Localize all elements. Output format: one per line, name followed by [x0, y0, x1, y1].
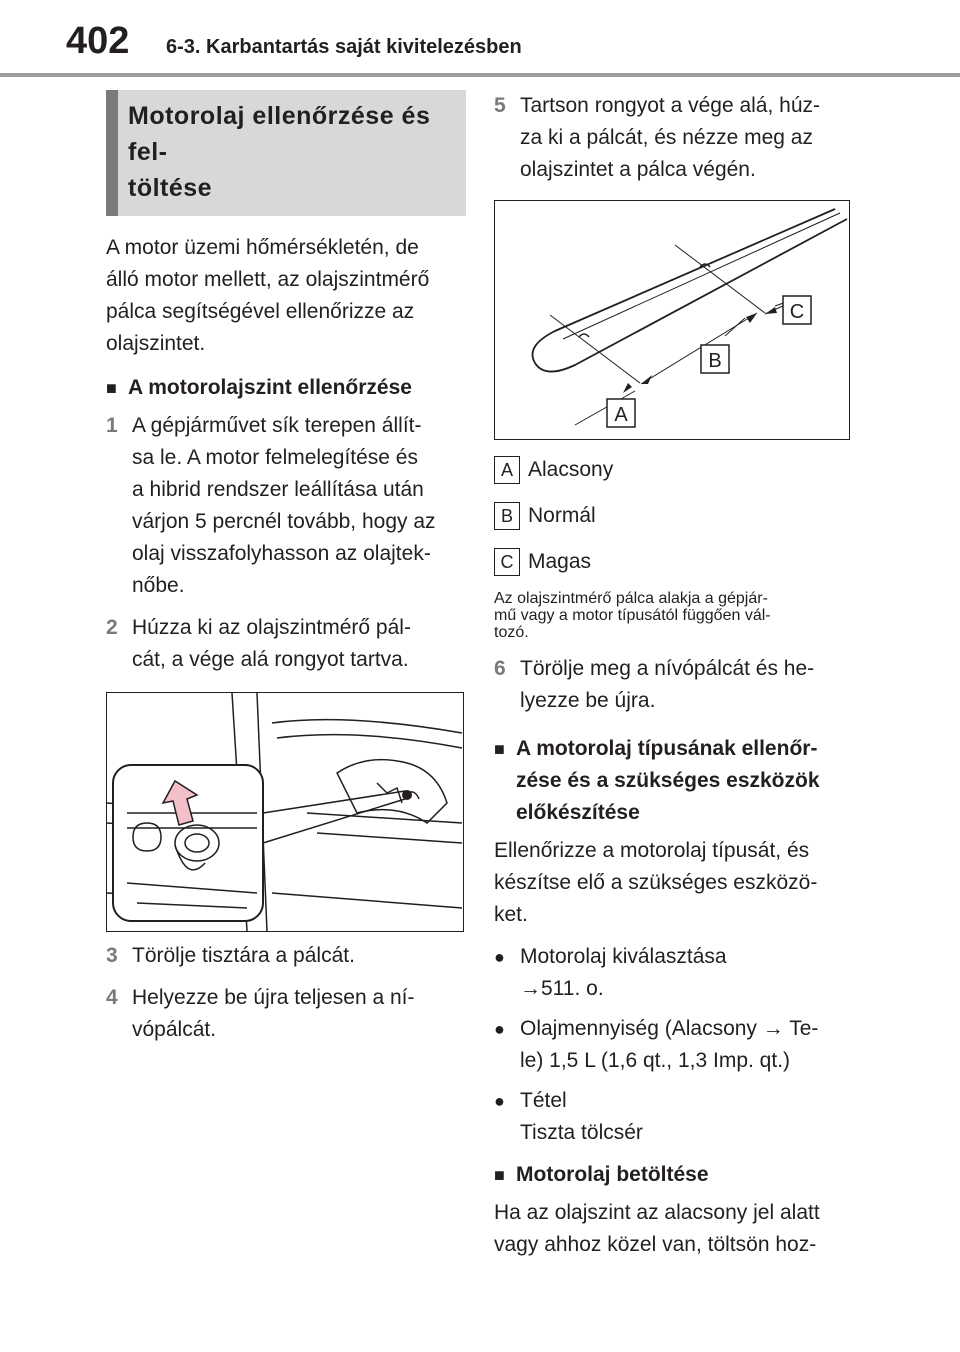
step-6: [494, 653, 854, 717]
header-rule: [0, 73, 960, 77]
legend-text: Normál: [528, 504, 596, 527]
bullet-text: Olajmennyiség (Alacsony → Te-: [520, 1017, 819, 1040]
step-5: [494, 90, 854, 186]
fig-label-b: B: [708, 350, 722, 372]
dipstick-illustration: [495, 201, 849, 439]
step-text: cát, a vége alá rongyot tartva.: [132, 648, 409, 671]
bullet-oil-quantity: [494, 1013, 854, 1077]
page-reference-link[interactable]: →511. o.: [520, 977, 604, 1000]
step-text: Húzza ki az olajszintmérő pál-: [132, 616, 411, 639]
fig-label-a: A: [614, 404, 628, 426]
legend-text: Magas: [528, 550, 592, 573]
intro-line1: A motor üzemi hőmérsékletén, de: [106, 236, 419, 259]
step-text: sa le. A motor felmelegítése és: [132, 446, 418, 469]
round-bullet-icon: ●: [494, 947, 505, 967]
subhead-text: előkészítése: [516, 801, 640, 824]
left-column: [106, 90, 466, 1046]
engine-figure: [106, 692, 464, 932]
step-text: várjon 5 percnél tovább, hogy az: [132, 510, 436, 533]
bullet-text: Motorolaj kiválasztása: [520, 945, 727, 968]
intro-line2: álló motor mellett, az olajszintmérő: [106, 268, 430, 291]
legend-high: [494, 546, 854, 578]
step-text: za ki a pálcát, és nézze meg az: [520, 126, 813, 149]
para-line: vagy ahhoz közel van, töltsön hoz-: [494, 1233, 817, 1256]
bullet-text: Tiszta tölcsér: [520, 1121, 643, 1144]
square-bullet-icon: ■: [494, 1165, 505, 1185]
engine-illustration: [107, 693, 463, 931]
step-number: 5: [494, 94, 506, 117]
step-number: 3: [106, 944, 118, 967]
step-text: Tartson rongyot a vége alá, húz-: [520, 94, 821, 117]
step-text: vópálcát.: [132, 1018, 217, 1041]
bullet-text: Tétel: [520, 1089, 567, 1112]
step-2: [106, 612, 466, 676]
square-bullet-icon: ■: [494, 739, 505, 759]
subhead-text: Motorolaj betöltése: [516, 1163, 709, 1186]
step-number: 1: [106, 414, 118, 437]
section-title-box: [106, 90, 466, 216]
round-bullet-icon: ●: [494, 1091, 505, 1111]
section-title-line2: töltése: [128, 174, 213, 202]
step-text: nőbe.: [132, 574, 185, 597]
square-bullet-icon: ■: [106, 378, 117, 398]
legend-text: Alacsony: [528, 458, 614, 481]
subhead-text: A motorolaj típusának ellenőr-: [516, 737, 818, 760]
subhead-oil-level: [106, 372, 466, 404]
step-number: 6: [494, 657, 506, 680]
step-text: a hibrid rendszer leállítása után: [132, 478, 424, 501]
step-text: A gépjárművet sík terepen állít-: [132, 414, 422, 437]
step-1: [106, 410, 466, 602]
legend-key: A: [494, 456, 520, 484]
para-line: ket.: [494, 903, 528, 926]
subhead-text: zése és a szükséges eszközök: [516, 769, 820, 792]
right-column: [494, 90, 854, 1261]
step-number: 4: [106, 986, 118, 1009]
intro-line4: olajszintet.: [106, 332, 206, 355]
note-dipstick-shape: [494, 590, 854, 641]
legend-key: C: [494, 548, 520, 576]
step-text: lyezze be újra.: [520, 689, 656, 712]
step-text: olaj visszafolyhasson az olajtek-: [132, 542, 431, 565]
para-line: Ellenőrizze a motorolaj típusát, és: [494, 839, 810, 862]
subhead-text: A motorolajszint ellenőrzése: [128, 376, 412, 399]
note-line: Az olajszintmérő pálca alakja a gépjár-: [494, 590, 768, 607]
legend-key: B: [494, 502, 520, 530]
dipstick-figure: [494, 200, 850, 440]
step-text: Törölje tisztára a pálcát.: [132, 944, 355, 967]
subhead-oil-fill: [494, 1159, 854, 1191]
note-line: mű vagy a motor típusától függően vál-: [494, 607, 771, 624]
step-text: Helyezze be újra teljesen a ní-: [132, 986, 415, 1009]
fig-label-c: C: [789, 301, 805, 323]
note-line: tozó.: [494, 624, 529, 641]
para-line: Ha az olajszint az alacsony jel alatt: [494, 1201, 820, 1224]
step-3: [106, 940, 466, 972]
bullet-text: le) 1,5 L (1,6 qt., 1,3 Imp. qt.): [520, 1049, 791, 1072]
step-text: Törölje meg a nívópálcát és he-: [520, 657, 815, 680]
legend-normal: [494, 500, 854, 532]
intro-line3: pálca segítségével ellenőrizze az: [106, 300, 415, 323]
page-number: 402: [66, 20, 130, 62]
step-4: [106, 982, 466, 1046]
bullet-oil-selection: [494, 941, 854, 1005]
section-header: 6-3. Karbantartás saját kivitelezésben: [166, 36, 522, 58]
para-line: készítse elő a szükséges eszközö-: [494, 871, 818, 894]
subhead-oil-type: [494, 733, 854, 829]
round-bullet-icon: ●: [494, 1019, 505, 1039]
bullet-item: [494, 1085, 854, 1149]
step-number: 2: [106, 616, 118, 639]
legend-low: [494, 454, 854, 486]
step-text: olajszintet a pálca végén.: [520, 158, 756, 181]
section-title-line1: Motorolaj ellenőrzése és fel-: [128, 102, 431, 166]
